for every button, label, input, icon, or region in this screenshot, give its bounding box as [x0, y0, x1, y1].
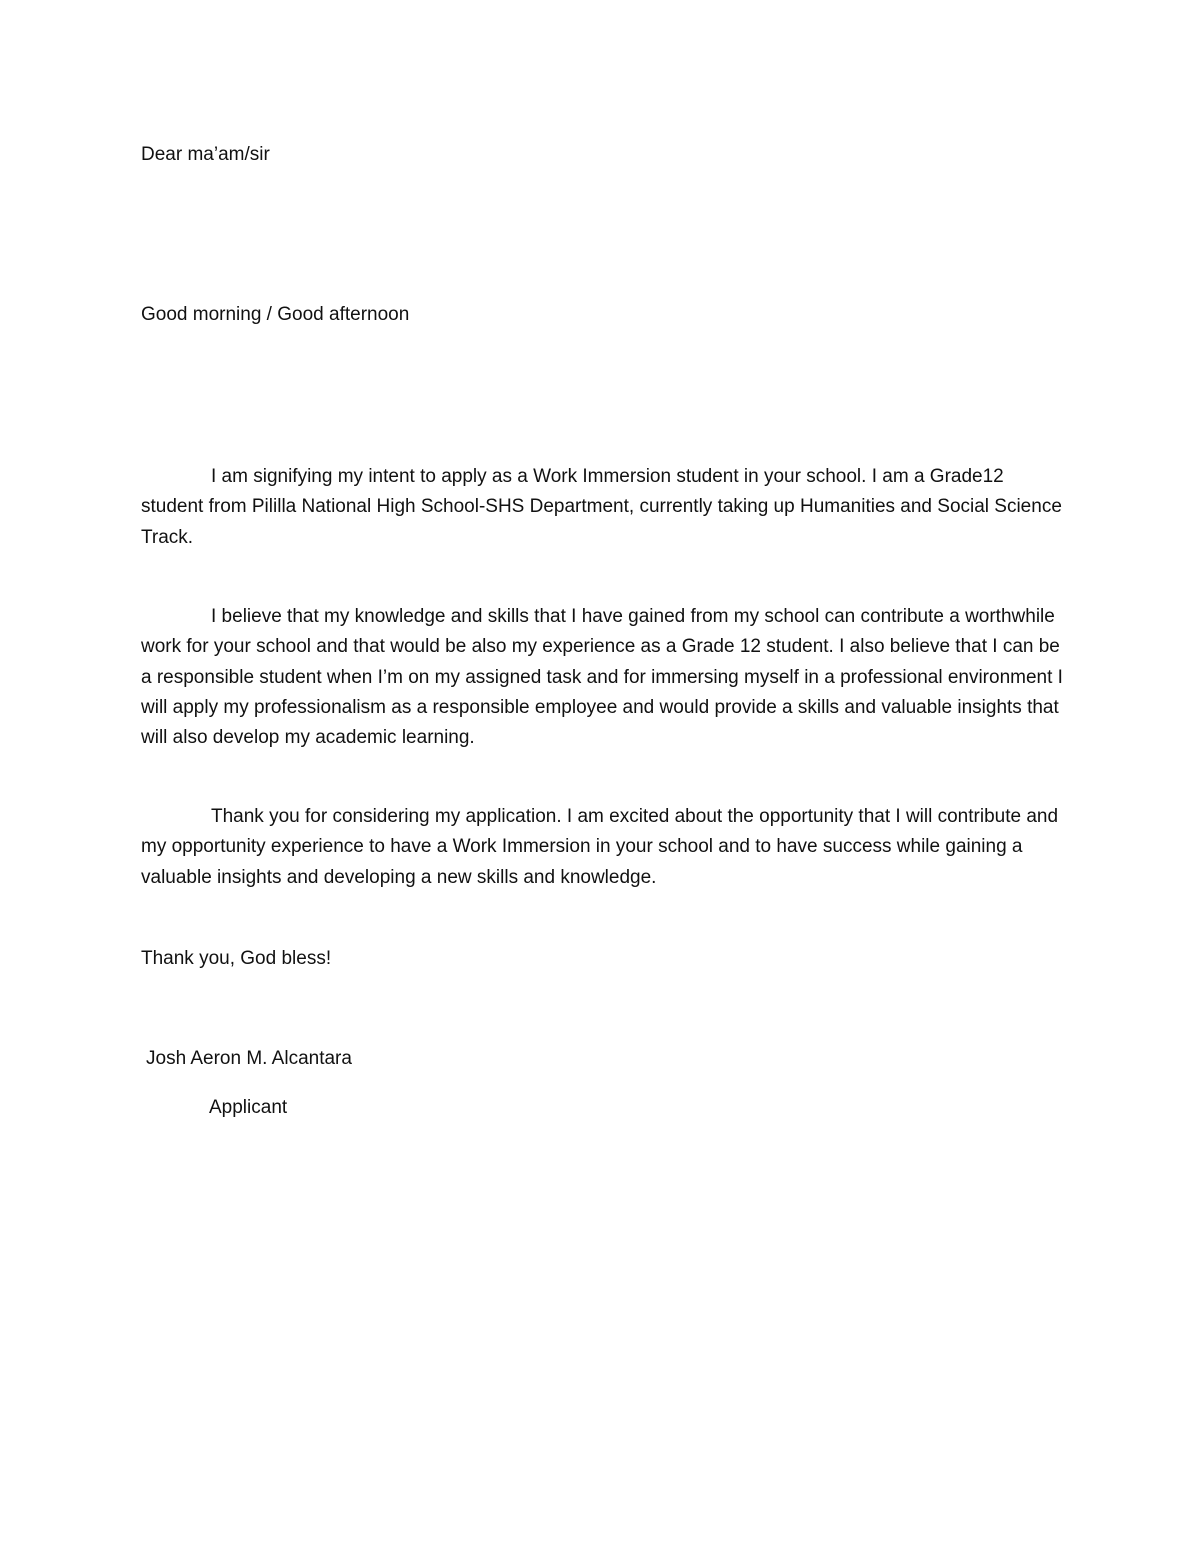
- body-paragraph-1: I am signifying my intent to apply as a Work Immersion student in your school. I am a Grade12 student from Pililla National High School-SHS Department, currently taking up Humanities and Social Science Track.: [141, 466, 1062, 548]
- body-paragraph-3: Thank you for considering my application. I am excited about the opportunity that I will contribute and my opportunity experience to have a Work Immersion in your school and to have success while gaining a valuable insights and developing a new skills and knowledge.: [141, 806, 1059, 888]
- closing: Thank you, God bless!: [141, 948, 332, 969]
- body-paragraph-2: I believe that my knowledge and skills that I have gained from my school can contribute a worthwhile work for your school and that would be also my experience as a Grade 12 student. I also believe that I can be a responsible student when I’m on my assigned task and for immersing myself in a professional environment I will apply my professionalism as a responsible employee and would provide a skills and valuable insights that will also develop my academic learning.: [141, 606, 1063, 749]
- salutation: Dear ma’am/sir: [141, 144, 270, 165]
- greeting: Good morning / Good afternoon: [141, 304, 410, 325]
- signature-title: Applicant: [209, 1097, 288, 1118]
- signature-name: Josh Aeron M. Alcantara: [146, 1048, 352, 1069]
